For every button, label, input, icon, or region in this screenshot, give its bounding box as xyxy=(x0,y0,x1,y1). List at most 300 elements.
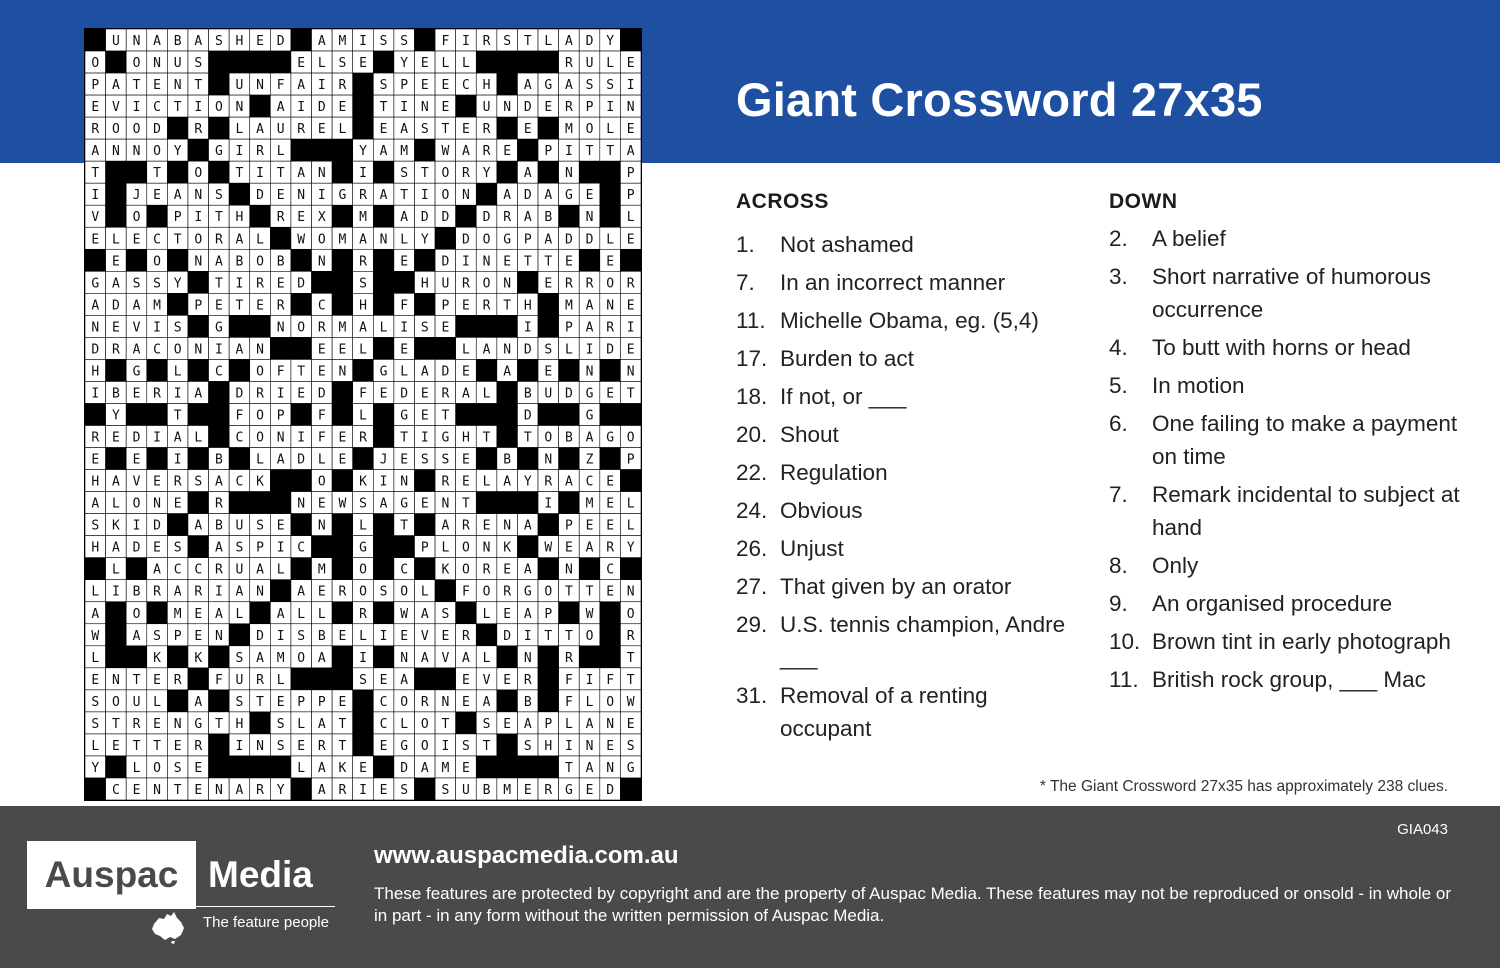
grid-block xyxy=(126,403,147,425)
grid-letter: E xyxy=(132,232,141,248)
grid-letter: V xyxy=(482,672,491,688)
grid-block xyxy=(147,403,168,425)
grid-letter: I xyxy=(359,34,367,50)
grid-letter: L xyxy=(400,232,409,248)
grid-letter: P xyxy=(544,606,553,622)
grid-letter: R xyxy=(214,496,223,512)
grid-block xyxy=(600,403,621,425)
grid-letter: L xyxy=(359,408,367,424)
grid-letter: H xyxy=(482,78,491,94)
grid-block xyxy=(250,95,271,117)
grid-letter: G xyxy=(606,430,615,446)
grid-block xyxy=(229,51,250,73)
clue-item xyxy=(1109,587,1469,620)
grid-letter: G xyxy=(441,430,450,446)
grid-letter: O xyxy=(626,430,635,446)
grid-letter: T xyxy=(441,122,450,138)
grid-letter: I xyxy=(132,518,141,534)
grid-letter: N xyxy=(317,254,326,270)
grid-letter: T xyxy=(626,386,635,402)
grid-block xyxy=(85,558,106,580)
grid-letter: R xyxy=(606,540,615,556)
grid-letter: R xyxy=(153,584,161,600)
grid-letter: D xyxy=(523,100,532,116)
grid-letter: A xyxy=(400,210,409,226)
copyright-notice: These features are protected by copyright and are the property of Auspac Media. These features may not be reproduced or onsold - in whole or in part - in any form without the written permission of Auspac Media. xyxy=(374,884,1451,925)
grid-letter: N xyxy=(256,738,264,754)
grid-letter: N xyxy=(503,342,512,358)
grid-letter: D xyxy=(565,386,573,402)
grid-letter: P xyxy=(523,232,532,248)
grid-block xyxy=(270,51,291,73)
grid-letter: O xyxy=(420,716,429,732)
grid-letter: T xyxy=(132,738,141,754)
grid-letter: I xyxy=(194,100,203,116)
grid-letter: F xyxy=(462,584,470,600)
grid-block xyxy=(600,448,621,470)
grid-block xyxy=(167,249,188,271)
grid-letter: T xyxy=(400,518,409,534)
grid-letter: H xyxy=(235,716,244,732)
grid-letter: N xyxy=(338,364,347,380)
grid-letter: R xyxy=(194,738,203,754)
grid-letter: L xyxy=(297,760,306,776)
grid-block xyxy=(538,293,559,315)
grid-letter: O xyxy=(482,584,491,600)
grid-letter: E xyxy=(153,716,161,732)
grid-letter: S xyxy=(379,78,388,94)
grid-letter: R xyxy=(173,672,182,688)
grid-letter: C xyxy=(194,562,203,578)
grid-letter: R xyxy=(359,606,367,622)
grid-letter: A xyxy=(111,276,120,292)
grid-letter: U xyxy=(235,672,244,688)
grid-letter: I xyxy=(153,320,161,336)
grid-block xyxy=(106,646,127,668)
grid-letter: N xyxy=(462,188,470,204)
grid-letter: I xyxy=(111,584,120,600)
grid-block xyxy=(497,117,518,139)
grid-letter: O xyxy=(585,628,594,644)
grid-letter: D xyxy=(153,122,161,138)
grid-letter: A xyxy=(585,540,594,556)
grid-letter: F xyxy=(317,408,326,424)
grid-block xyxy=(229,183,250,205)
grid-letter: D xyxy=(317,386,326,402)
grid-letter: R xyxy=(544,474,553,490)
grid-letter: R xyxy=(523,672,532,688)
grid-letter: E xyxy=(400,452,409,468)
grid-letter: E xyxy=(606,738,615,754)
grid-letter: V xyxy=(441,650,450,666)
grid-letter: N xyxy=(276,430,285,446)
grid-letter: R xyxy=(482,144,491,160)
grid-letter: L xyxy=(400,716,409,732)
grid-block xyxy=(229,315,250,337)
grid-letter: R xyxy=(606,320,615,336)
grid-letter: A xyxy=(153,562,161,578)
logo-divider xyxy=(196,906,335,907)
grid-letter: L xyxy=(91,584,100,600)
grid-letter: I xyxy=(379,628,388,644)
grid-block xyxy=(497,756,518,778)
grid-letter: E xyxy=(338,452,347,468)
clue-number: 27. xyxy=(736,574,768,599)
grid-letter: E xyxy=(111,254,120,270)
grid-letter: E xyxy=(359,760,367,776)
grid-letter: S xyxy=(173,760,182,776)
grid-letter: G xyxy=(523,584,532,600)
grid-block xyxy=(559,205,580,227)
grid-letter: D xyxy=(565,232,573,248)
grid-block xyxy=(229,359,250,381)
grid-letter: B xyxy=(317,628,326,644)
grid-letter: I xyxy=(420,188,429,204)
clue-text: Shout xyxy=(780,422,839,447)
grid-letter: R xyxy=(194,122,203,138)
grid-block xyxy=(353,73,374,95)
grid-letter: O xyxy=(132,606,141,622)
grid-letter: C xyxy=(379,716,388,732)
grid-block xyxy=(312,536,333,558)
grid-letter: L xyxy=(544,34,553,50)
grid-letter: R xyxy=(256,386,264,402)
grid-block xyxy=(85,249,106,271)
grid-letter: D xyxy=(111,298,120,314)
grid-letter: I xyxy=(214,584,223,600)
grid-letter: H xyxy=(544,738,553,754)
clue-count-footnote: * The Giant Crossword 27x35 has approximately 238 clues. xyxy=(1039,778,1448,795)
grid-letter: S xyxy=(276,716,285,732)
grid-letter: E xyxy=(606,254,615,270)
grid-letter: R xyxy=(565,276,573,292)
grid-block xyxy=(414,470,435,492)
grid-block xyxy=(497,734,518,756)
grid-letter: R xyxy=(359,254,367,270)
grid-letter: E xyxy=(400,628,409,644)
clue-item xyxy=(1109,549,1469,582)
clue-number: 11. xyxy=(736,308,766,333)
grid-letter: I xyxy=(153,430,161,446)
grid-block xyxy=(394,536,415,558)
grid-block xyxy=(353,95,374,117)
grid-letter: E xyxy=(523,122,532,138)
clue-text: Obvious xyxy=(780,498,863,523)
grid-block xyxy=(414,778,435,800)
grid-block xyxy=(497,51,518,73)
grid-letter: D xyxy=(256,188,264,204)
grid-letter: N xyxy=(317,518,326,534)
grid-block xyxy=(332,271,353,293)
grid-letter: M xyxy=(338,34,347,50)
grid-letter: V xyxy=(420,628,429,644)
grid-letter: S xyxy=(256,518,264,534)
grid-letter: R xyxy=(194,584,203,600)
grid-letter: M xyxy=(441,760,450,776)
grid-letter: S xyxy=(544,342,553,358)
grid-block xyxy=(579,558,600,580)
grid-letter: R xyxy=(503,584,512,600)
clue-number: 17. xyxy=(736,346,768,371)
clue-number: 9. xyxy=(1109,591,1128,616)
grid-letter: I xyxy=(400,100,409,116)
grid-block xyxy=(106,205,127,227)
grid-letter: E xyxy=(462,474,470,490)
grid-letter: E xyxy=(462,452,470,468)
grid-block xyxy=(517,756,538,778)
grid-letter: L xyxy=(606,56,615,72)
grid-letter: E xyxy=(111,430,120,446)
grid-block xyxy=(497,381,518,403)
grid-letter: N xyxy=(111,144,120,160)
down-clues xyxy=(1109,190,1469,701)
grid-letter: A xyxy=(111,540,120,556)
grid-letter: P xyxy=(317,694,326,710)
clue-item xyxy=(736,494,1076,527)
grid-letter: O xyxy=(317,474,326,490)
grid-letter: T xyxy=(194,78,203,94)
grid-letter: T xyxy=(153,738,161,754)
grid-letter: P xyxy=(420,540,429,556)
grid-letter: R xyxy=(503,210,512,226)
grid-letter: G xyxy=(585,408,594,424)
clue-text: Short narrative of humorous occurrence xyxy=(1152,264,1431,322)
grid-block xyxy=(456,95,477,117)
grid-letter: W xyxy=(544,540,553,556)
grid-letter: A xyxy=(276,606,285,622)
grid-letter: Y xyxy=(626,540,635,556)
website-link[interactable]: www.auspacmedia.com.au xyxy=(374,842,679,869)
grid-letter: O xyxy=(359,562,367,578)
grid-letter: E xyxy=(359,56,367,72)
grid-letter: A xyxy=(379,496,388,512)
grid-block xyxy=(167,117,188,139)
grid-letter: E xyxy=(379,122,388,138)
grid-letter: N xyxy=(256,342,264,358)
grid-letter: N xyxy=(482,540,491,556)
grid-letter: L xyxy=(482,474,491,490)
grid-letter: A xyxy=(91,496,100,512)
grid-letter: L xyxy=(606,122,615,138)
grid-letter: C xyxy=(317,298,326,314)
grid-letter: C xyxy=(462,78,470,94)
grid-letter: I xyxy=(276,540,285,556)
grid-letter: L xyxy=(379,320,388,336)
grid-letter: P xyxy=(297,694,306,710)
grid-letter: T xyxy=(400,188,409,204)
grid-block xyxy=(332,161,353,183)
grid-block xyxy=(332,646,353,668)
grid-letter: R xyxy=(111,342,120,358)
grid-letter: D xyxy=(400,760,409,776)
grid-letter: Y xyxy=(606,34,615,50)
grid-letter: F xyxy=(606,672,615,688)
grid-block xyxy=(414,337,435,359)
grid-letter: S xyxy=(359,672,367,688)
grid-letter: A xyxy=(214,474,223,490)
grid-letter: E xyxy=(338,100,347,116)
clue-item xyxy=(736,266,1076,299)
grid-block xyxy=(538,668,559,690)
clue-text: Regulation xyxy=(780,460,888,485)
grid-letter: O xyxy=(441,188,450,204)
grid-letter: E xyxy=(565,254,573,270)
grid-letter: R xyxy=(256,276,264,292)
grid-block xyxy=(188,271,209,293)
grid-letter: E xyxy=(256,34,264,50)
grid-block xyxy=(291,514,312,536)
grid-block xyxy=(373,646,394,668)
grid-block xyxy=(517,139,538,161)
grid-block xyxy=(332,249,353,271)
grid-letter: S xyxy=(400,166,409,182)
grid-block xyxy=(559,492,580,514)
grid-letter: H xyxy=(420,276,429,292)
grid-block xyxy=(312,271,333,293)
grid-letter: A xyxy=(173,584,182,600)
grid-letter: A xyxy=(153,34,161,50)
grid-letter: H xyxy=(359,298,367,314)
grid-letter: J xyxy=(379,452,388,468)
grid-letter: R xyxy=(256,782,264,798)
grid-letter: I xyxy=(585,342,594,358)
grid-letter: R xyxy=(317,738,326,754)
clue-text: Brown tint in early photograph xyxy=(1152,629,1451,654)
grid-letter: S xyxy=(297,628,306,644)
grid-letter: S xyxy=(194,56,203,72)
grid-letter: F xyxy=(317,430,326,446)
grid-block xyxy=(167,161,188,183)
grid-letter: O xyxy=(132,122,141,138)
grid-block xyxy=(188,403,209,425)
grid-letter: T xyxy=(153,166,161,182)
grid-letter: A xyxy=(420,650,429,666)
grid-block xyxy=(517,51,538,73)
clue-item xyxy=(736,380,1076,413)
grid-letter: R xyxy=(626,628,635,644)
grid-letter: A xyxy=(256,650,264,666)
grid-letter: N xyxy=(214,782,223,798)
grid-letter: G xyxy=(565,782,573,798)
grid-letter: G xyxy=(565,188,573,204)
grid-letter: E xyxy=(153,672,161,688)
grid-letter: L xyxy=(565,716,573,732)
grid-block xyxy=(209,756,230,778)
grid-letter: T xyxy=(503,298,512,314)
clue-text: Unjust xyxy=(780,536,844,561)
grid-letter: K xyxy=(256,474,264,490)
grid-letter: K xyxy=(441,562,450,578)
grid-letter: O xyxy=(256,364,264,380)
grid-letter: S xyxy=(441,452,450,468)
grid-letter: G xyxy=(585,386,594,402)
grid-letter: E xyxy=(585,518,594,534)
grid-letter: G xyxy=(214,144,223,160)
clue-text: That given by an orator xyxy=(780,574,1012,599)
grid-letter: L xyxy=(482,606,491,622)
clue-text: Michelle Obama, eg. (5,4) xyxy=(780,308,1039,333)
grid-letter: E xyxy=(194,760,203,776)
grid-letter: O xyxy=(400,584,409,600)
grid-letter: L xyxy=(317,56,326,72)
grid-letter: D xyxy=(585,34,594,50)
clue-text: One failing to make a payment on time xyxy=(1152,411,1458,469)
grid-letter: H xyxy=(91,474,100,490)
grid-block xyxy=(270,227,291,249)
grid-letter: E xyxy=(338,694,347,710)
grid-letter: M xyxy=(153,298,161,314)
grid-letter: A xyxy=(420,364,429,380)
grid-letter: E xyxy=(606,496,615,512)
grid-letter: Z xyxy=(585,452,594,468)
clue-item xyxy=(736,608,1076,674)
grid-block xyxy=(126,646,147,668)
grid-block xyxy=(291,778,312,800)
grid-letter: L xyxy=(462,342,470,358)
grid-letter: Y xyxy=(400,56,409,72)
grid-letter: A xyxy=(462,386,470,402)
grid-letter: S xyxy=(400,782,409,798)
grid-letter: A xyxy=(400,672,409,688)
grid-block xyxy=(250,51,271,73)
grid-letter: R xyxy=(91,430,100,446)
grid-block xyxy=(332,139,353,161)
grid-letter: G xyxy=(359,540,367,556)
grid-letter: T xyxy=(565,760,573,776)
grid-letter: G xyxy=(626,760,635,776)
grid-letter: A xyxy=(482,342,491,358)
grid-letter: I xyxy=(544,496,553,512)
grid-letter: R xyxy=(544,782,553,798)
grid-letter: I xyxy=(173,386,182,402)
grid-letter: L xyxy=(606,232,615,248)
grid-letter: L xyxy=(626,496,635,512)
grid-letter: M xyxy=(565,298,573,314)
grid-letter: B xyxy=(111,386,120,402)
grid-letter: E xyxy=(606,584,615,600)
grid-letter: O xyxy=(132,496,141,512)
grid-letter: N xyxy=(565,562,573,578)
grid-letter: E xyxy=(441,628,450,644)
grid-letter: A xyxy=(235,584,244,600)
grid-block xyxy=(332,536,353,558)
grid-letter: O xyxy=(400,694,409,710)
grid-letter: I xyxy=(379,474,388,490)
grid-letter: E xyxy=(379,386,388,402)
grid-block xyxy=(85,403,106,425)
grid-letter: N xyxy=(626,584,635,600)
grid-block xyxy=(229,492,250,514)
grid-letter: N xyxy=(606,716,615,732)
grid-letter: A xyxy=(462,144,470,160)
grid-letter: E xyxy=(441,320,450,336)
grid-letter: S xyxy=(91,694,100,710)
grid-letter: O xyxy=(194,166,203,182)
grid-letter: T xyxy=(214,716,223,732)
grid-letter: A xyxy=(379,144,388,160)
grid-block xyxy=(188,492,209,514)
grid-letter: A xyxy=(523,78,532,94)
grid-letter: S xyxy=(214,188,223,204)
grid-letter: A xyxy=(523,606,532,622)
grid-letter: G xyxy=(400,738,409,754)
grid-letter: E xyxy=(194,606,203,622)
grid-letter: W xyxy=(585,606,594,622)
grid-letter: R xyxy=(338,782,347,798)
grid-letter: S xyxy=(626,738,635,754)
grid-block xyxy=(620,249,641,271)
grid-letter: S xyxy=(214,34,223,50)
